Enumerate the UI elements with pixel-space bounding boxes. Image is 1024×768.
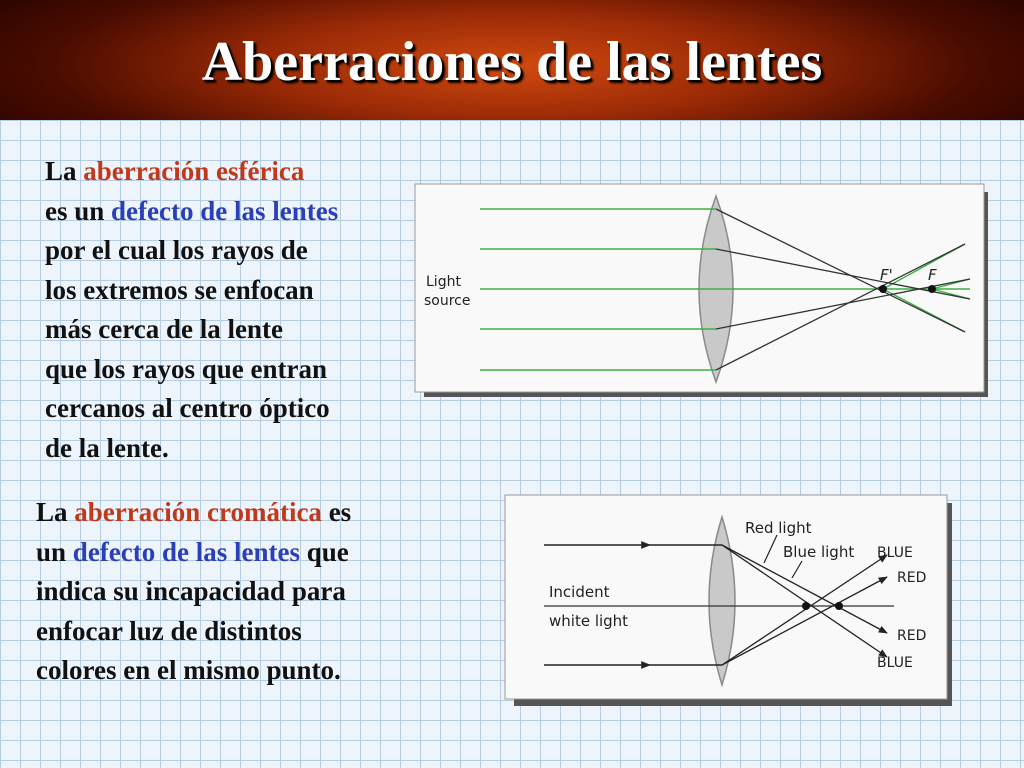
blue-bottom-label: BLUE	[877, 655, 913, 671]
spherical-aberration-text	[45, 152, 425, 468]
chromatic-aberration-text	[36, 493, 446, 691]
defect-term: defecto de las lentes	[72, 536, 300, 567]
text-line: más cerca de la lente	[45, 314, 283, 344]
spherical-term: aberración esférica	[83, 156, 305, 186]
text-line: un defecto de las lentes que	[36, 536, 349, 567]
text-line: La aberración esférica	[45, 156, 305, 186]
focus-prime-label: F'	[880, 266, 893, 284]
light-source-label: source	[424, 293, 471, 309]
text-line: indica su incapacidad para	[36, 576, 346, 606]
text-line: La aberración cromática es	[36, 497, 352, 527]
title-bar	[0, 0, 1024, 120]
text-line: que los rayos que entran	[45, 353, 328, 384]
focus-label: F	[928, 266, 937, 284]
blue-top-label: BLUE	[877, 545, 913, 561]
red-top-label: RED	[897, 570, 927, 586]
text-line: cercanos al centro óptico	[45, 393, 330, 423]
focal-point-marginal	[879, 285, 887, 293]
text-line: los extremos se enfocan	[45, 274, 314, 305]
light-source-label: Light	[426, 274, 461, 290]
red-bottom-label: RED	[897, 628, 927, 644]
red-light-label: Red light	[745, 519, 812, 537]
spherical-aberration-diagram	[410, 182, 990, 400]
text-line: es un defecto de las lentes	[45, 195, 339, 226]
chromatic-aberration-diagram	[502, 493, 954, 706]
red-focus-point	[835, 602, 843, 610]
blue-focus-point	[802, 602, 810, 610]
text-line: por el cual los rayos de	[45, 235, 308, 265]
incident-label: Incident	[549, 583, 610, 601]
text-line: colores en el mismo punto.	[36, 655, 341, 685]
incident-label: white light	[549, 612, 629, 630]
focal-point-paraxial	[928, 285, 936, 293]
blue-light-label: Blue light	[783, 543, 855, 561]
text-line: de la lente.	[45, 432, 169, 463]
slide-title: Aberraciones de las lentes	[201, 31, 823, 93]
defect-term: defecto de las lentes	[111, 195, 339, 226]
chromatic-term: aberración cromática	[74, 497, 322, 527]
text-line: enfocar luz de distintos	[36, 615, 302, 646]
